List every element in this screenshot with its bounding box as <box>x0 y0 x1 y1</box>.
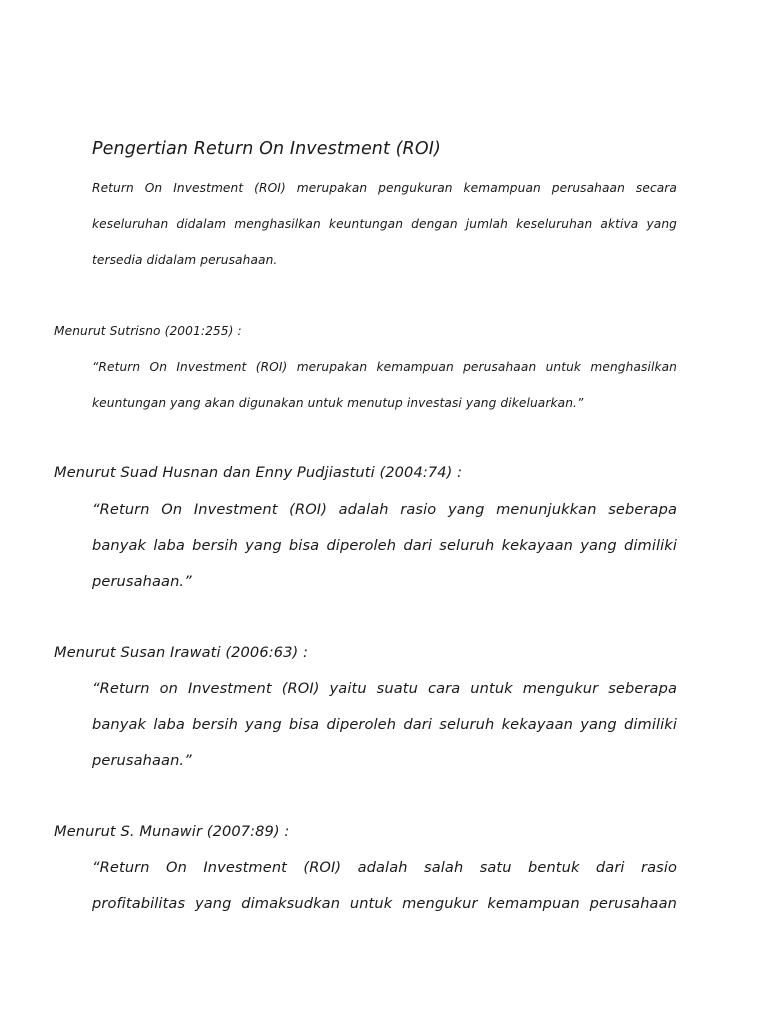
page-title <box>92 139 441 159</box>
munawir-roi-italic: Return On Investment <box>99 859 287 876</box>
susan-quote-line-1 <box>92 680 677 697</box>
munawir-quote-line-2: profitabilitas yang dimaksudkan untuk mengukur kemampuan perusahaan <box>92 895 677 912</box>
title-plain: Pengertian <box>92 139 194 159</box>
suad-roi-italic: Return On Investment <box>99 501 278 518</box>
munawir-heading: Menurut S. Munawir (2007:89) : <box>54 823 290 840</box>
susan-heading: Menurut Susan Irawati (2006:63) : <box>54 644 309 661</box>
intro-line-2: keseluruhan didalam menghasilkan keuntungan dengan jumlah keseluruhan aktiva yang <box>92 217 677 231</box>
intro-roi-italic: Return On Investment <box>92 181 244 195</box>
munawir-line-1-rest: (ROI) adalah salah satu bentuk dari rasio <box>287 859 677 876</box>
sutrisno-quote-line-2: keuntungan yang akan digunakan untuk menutup investasi yang dikeluarkan.” <box>92 396 584 410</box>
sutrisno-open-quote: “ <box>92 360 99 374</box>
sutrisno-roi-italic: Return On Investment <box>98 360 247 374</box>
suad-line-1-rest: (ROI) adalah rasio yang menunjukkan seberapa <box>277 501 677 518</box>
intro-line-3: tersedia didalam perusahaan. <box>92 253 278 267</box>
sutrisno-heading: Menurut Sutrisno (2001:255) : <box>54 324 242 338</box>
suad-quote-line-2: banyak laba bersih yang bisa diperoleh dari seluruh kekayaan yang dimiliki <box>92 537 677 554</box>
suad-quote-line-3: perusahaan.” <box>92 573 192 590</box>
susan-quote-line-3: perusahaan.” <box>92 752 192 769</box>
munawir-quote-line-1 <box>92 859 677 876</box>
suad-quote-line-1 <box>92 501 677 518</box>
suad-open-quote: “ <box>92 501 100 518</box>
susan-roi-italic: Return on Investment <box>99 680 272 697</box>
title-italic: Return On Investment <box>193 139 390 159</box>
intro-line-1 <box>92 181 677 195</box>
susan-open-quote: “ <box>92 680 100 697</box>
susan-quote-line-2: banyak laba bersih yang bisa diperoleh dari seluruh kekayaan yang dimiliki <box>92 716 677 733</box>
sutrisno-quote-line-1 <box>92 360 677 374</box>
title-rest: (ROI) <box>389 139 441 159</box>
munawir-open-quote: “ <box>92 859 100 876</box>
susan-line-1-rest: (ROI) yaitu suatu cara untuk mengukur seberapa <box>271 680 677 697</box>
suad-heading: Menurut Suad Husnan dan Enny Pudjiastuti (2004:74) : <box>54 464 463 481</box>
sutrisno-line-1-rest: (ROI) merupakan kemampuan perusahaan untuk menghasilkan <box>246 360 677 374</box>
intro-line-1-rest: (ROI) merupakan pengukuran kemampuan perusahaan secara <box>243 181 677 195</box>
